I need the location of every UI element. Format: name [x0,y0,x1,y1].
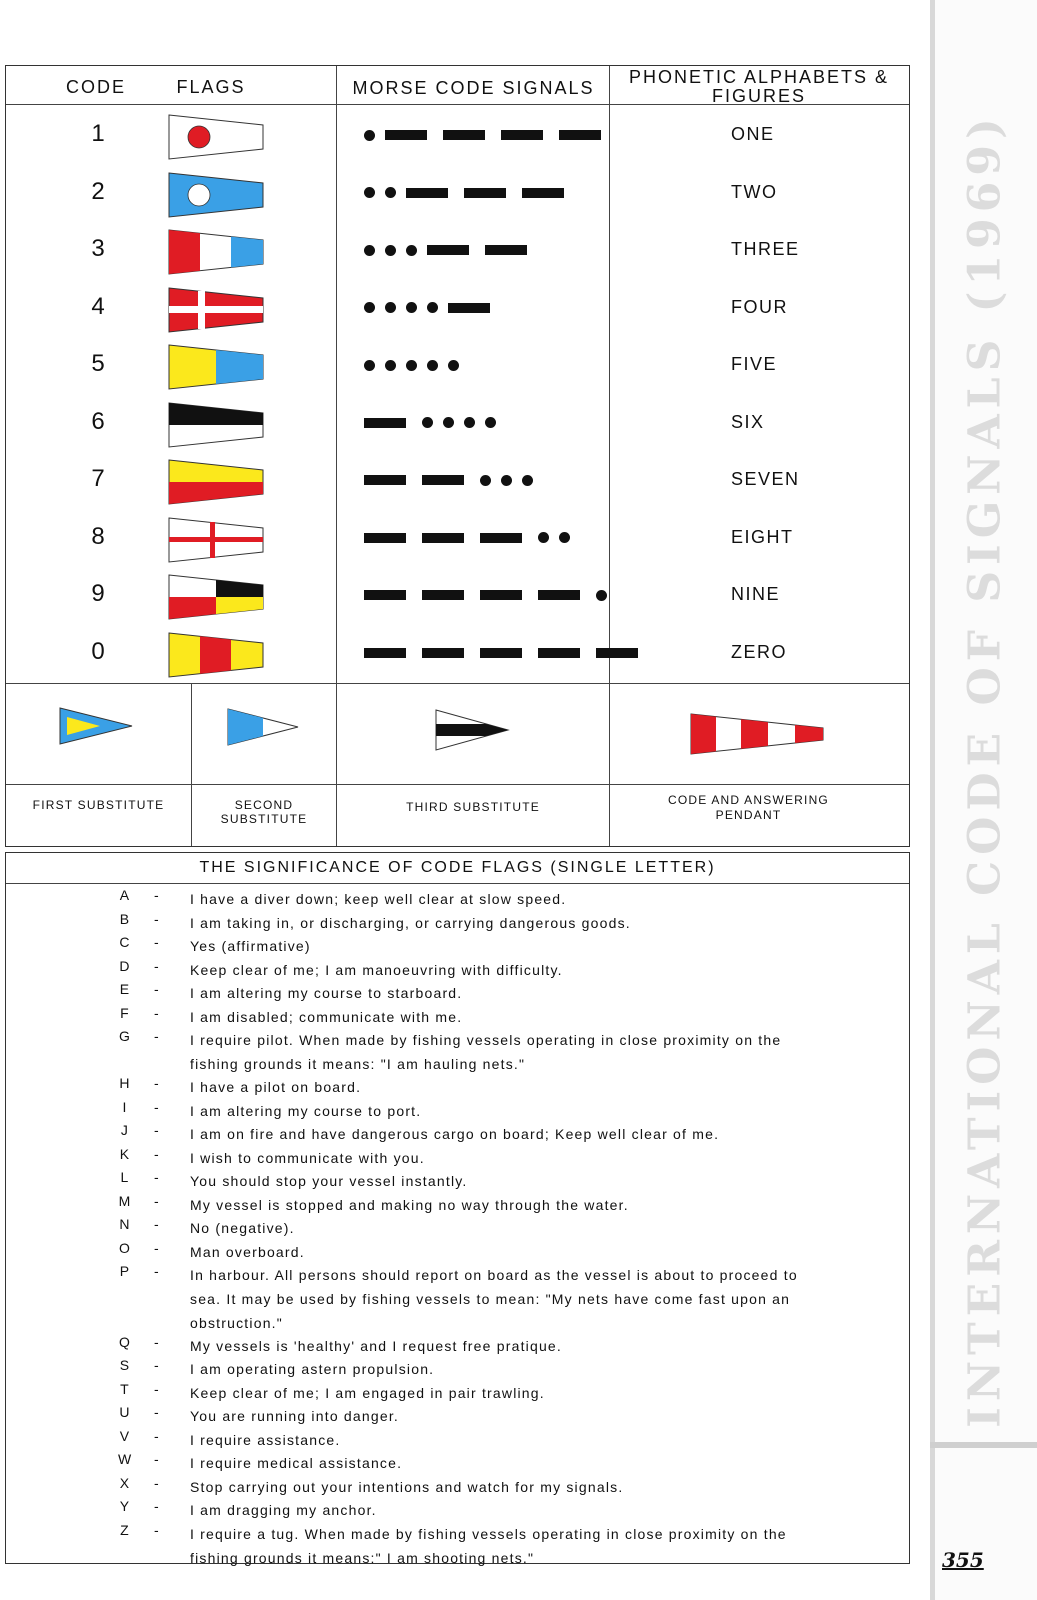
phonetic-word: ZERO [731,641,788,662]
header-code: CODE [65,77,126,97]
morse-dot [427,360,438,371]
numeral-pennant-flag [168,344,264,390]
header-phonetic: PHONETIC ALPHABETS & FIGURES [628,67,890,106]
morse-dash [443,130,485,140]
signal-meaning: I am taking in, or discharging, or carrying dangerous goods. [190,914,631,931]
significance-box [5,852,910,1564]
morse-dash [522,188,564,198]
numeral-row [6,338,911,396]
morse-dot [364,360,375,371]
signal-meaning: I am operating astern propulsion. [190,1361,435,1377]
numeral-pennant-flag [168,459,264,505]
signal-meaning: My vessels is 'healthy' and I request free pratique. [190,1337,563,1354]
separator-dash: - [154,1239,160,1256]
header-flags: FLAGS [176,77,246,97]
code-number: 5 [91,350,105,377]
code-number: 7 [91,465,105,492]
answering-pendant-flag [689,712,825,756]
signal-letter: I [122,1098,128,1115]
signal-letter: S [119,1357,131,1373]
numeral-pennant-flag [168,114,264,160]
morse-dot [596,590,607,601]
morse-dash [538,648,580,658]
signal-letter: E [119,981,131,997]
morse-dot [480,475,491,486]
phonetic-word: EIGHT [731,526,794,547]
morse-dash [480,590,522,600]
phonetic-word: TWO [731,181,778,202]
separator-dash: - [154,1216,160,1232]
numeral-pennant-flag [168,172,264,218]
signal-letter: Q [118,1333,132,1350]
morse-dot [443,417,454,428]
numeral-pennant-flag [168,517,264,563]
morse-dot [485,417,496,428]
numeral-row [6,568,911,626]
signal-letter: N [119,1216,131,1232]
signal-meaning: No (negative). [190,1220,295,1236]
morse-dash [364,648,406,658]
row-divider [6,784,909,785]
morse-dash [385,130,427,140]
signal-letter: M [118,1192,132,1209]
signal-meaning: I require a tug. When made by fishing vessels operating in close proximity on the fishing grounds it means:" I am shooting nets." [190,1525,787,1566]
signal-meaning: Keep clear of me; I am manoeuvring with difficulty. [190,961,563,978]
morse-dot [406,302,417,313]
morse-dot [427,302,438,313]
pendant-label: CODE AND ANSWERING PENDANT [668,793,829,822]
numeral-pennant-flag [168,229,264,275]
morse-signal [364,416,506,430]
morse-dot [422,417,433,428]
separator-dash: - [154,1498,160,1514]
separator-dash: - [154,1380,160,1397]
morse-dot [559,532,570,543]
separator-dash: - [154,1451,160,1467]
code-number: 0 [91,637,105,665]
morse-dash [501,130,543,140]
morse-dash [480,533,522,543]
morse-signal [364,128,617,142]
separator-dash: - [154,1075,160,1091]
morse-signal [364,186,580,200]
separator-dash: - [154,1028,160,1044]
separator-dash: - [154,1474,160,1491]
code-number: 8 [91,522,105,550]
signal-meaning: Yes (affirmative) [190,938,311,954]
numeral-row [6,626,911,684]
morse-dot [385,302,396,313]
signal-meaning: I am dragging my anchor. [190,1502,377,1518]
code-number: 2 [91,177,105,205]
morse-dash [538,590,580,600]
morse-dot [385,360,396,371]
signal-meaning: I require medical assistance. [190,1455,403,1471]
phonetic-word: SIX [731,411,765,432]
morse-dash [559,130,601,140]
signal-meaning: I am altering my course to port. [190,1102,422,1119]
numeral-pennant-flag [168,574,264,620]
signal-letter: W [118,1451,133,1467]
morse-dot [364,302,375,313]
morse-dash [596,648,638,658]
morse-dash [422,590,464,600]
signal-letter: A [119,887,131,903]
separator-dash: - [154,1098,160,1115]
separator-dash: - [154,957,160,974]
signal-letter: V [119,1427,131,1444]
signal-meaning: My vessel is stopped and making no way through the water. [190,1196,629,1213]
numeral-pennant-flag [168,402,264,448]
morse-dot [364,245,375,256]
significance-title: THE SIGNIFICANCE OF CODE FLAGS (SINGLE LETTER) [6,853,909,884]
morse-dash [364,418,406,428]
morse-dash [364,533,406,543]
phonetic-word: SEVEN [731,469,800,489]
phonetic-word: NINE [731,584,781,604]
signal-letter: O [118,1239,132,1256]
second-substitute-flag [226,707,300,747]
morse-dash [480,648,522,658]
morse-dot [538,532,549,543]
morse-signal [364,301,506,315]
separator-dash: - [154,981,160,997]
numeral-row [6,108,911,166]
separator-dash: - [154,1521,160,1538]
signal-meaning: In harbour. All persons should report on board as the vessel is about to proceed to sea. It may be used by fishing vessels to mean: "My nets have come fast upon an obstruction." [190,1267,798,1331]
separator-dash: - [154,1404,160,1420]
signal-letter: P [119,1263,131,1279]
signal-letter: T [120,1380,130,1397]
signal-meaning: I am disabled; communicate with me. [190,1008,463,1025]
morse-dash [364,475,406,485]
morse-dash [422,533,464,543]
signal-meaning: You are running into danger. [190,1408,400,1424]
signal-meaning: I have a pilot on board. [190,1079,362,1095]
code-number: 3 [91,235,105,262]
signal-letter: K [119,1145,131,1162]
signal-letter: C [119,934,131,950]
signal-letter: D [119,957,131,974]
numeral-row [6,223,911,281]
phonetic-word: FIVE [731,354,778,374]
signal-meaning: Keep clear of me; I am engaged in pair trawling. [190,1384,545,1401]
morse-signal [364,588,617,602]
separator-dash: - [154,1169,160,1185]
separator-dash: - [154,1357,160,1373]
morse-signal [364,243,543,257]
morse-dot [385,187,396,198]
code-number: 9 [91,580,105,607]
separator-dash: - [154,887,160,903]
morse-dash [422,648,464,658]
morse-dash [406,188,448,198]
morse-dot [448,360,459,371]
signal-meaning: I require assistance. [190,1431,341,1448]
numeral-row [6,396,911,454]
first-substitute-label: FIRST SUBSTITUTE [32,798,165,812]
signal-letter: L [120,1169,130,1185]
separator-dash: - [154,1145,160,1162]
morse-dash [485,245,527,255]
morse-dot [464,417,475,428]
morse-signal [364,473,543,487]
side-title: INTERNATIONAL CODE OF SIGNALS (1969) [959,112,1011,1428]
signal-letter: H [119,1075,131,1091]
signal-letter: Z [120,1521,130,1538]
morse-dot [385,245,396,256]
numeral-pennant-flag [168,287,264,333]
signal-letter: Y [119,1498,131,1514]
signal-meaning: I require pilot. When made by fishing vessels operating in close proximity on the fishing grounds it means: "I am hauling nets." [190,1032,782,1072]
separator-dash: - [154,934,160,950]
separator-dash: - [154,1004,160,1021]
numeral-row [6,453,911,511]
signal-meaning: Man overboard. [190,1243,305,1260]
first-substitute-flag [58,706,134,746]
signal-letter: G [118,1028,132,1044]
morse-dot [406,360,417,371]
signal-letter: J [120,1122,130,1138]
separator-dash: - [154,1122,160,1138]
morse-dot [364,130,375,141]
signal-letter: X [119,1474,131,1491]
signal-letter: B [119,910,131,927]
morse-dash [464,188,506,198]
numeral-row [6,511,911,569]
phonetic-word: FOUR [731,296,788,317]
side-bar [930,1442,1037,1448]
morse-dash [422,475,464,485]
morse-dash [364,590,406,600]
separator-dash: - [154,1192,160,1209]
morse-dash [448,303,490,313]
code-flags-table [5,65,910,847]
second-substitute-label: SECOND SUBSTITUTE [220,798,308,826]
morse-signal [364,646,654,660]
signal-meaning: Stop carrying out your intentions and watch for my signals. [190,1478,624,1495]
separator-dash: - [154,1427,160,1444]
numeral-pennant-flag [168,632,264,678]
separator-dash: - [154,910,160,927]
phonetic-word: ONE [731,124,775,144]
morse-dash [427,245,469,255]
signal-meaning: I am altering my course to starboard. [190,985,463,1001]
separator-dash: - [154,1263,160,1279]
signal-meaning: I have a diver down; keep well clear at slow speed. [190,891,567,907]
third-substitute-label: THIRD SUBSTITUTE [406,800,540,814]
morse-dot [406,245,417,256]
signal-meaning: I am on fire and have dangerous cargo on board; Keep well clear of me. [190,1126,720,1142]
header-morse: MORSE CODE SIGNALS [352,78,595,98]
signal-meaning: You should stop your vessel instantly. [190,1173,468,1189]
morse-dot [522,475,533,486]
morse-signal [364,358,469,372]
third-substitute-flag [434,708,510,752]
code-number: 4 [91,292,105,320]
signal-letter: U [119,1404,131,1420]
phonetic-word: THREE [731,239,800,259]
code-number: 1 [91,120,105,147]
page-number: 355 [942,1548,984,1572]
numeral-row [6,281,911,339]
code-number: 6 [91,407,105,435]
signal-letter: F [120,1004,130,1021]
morse-dot [364,187,375,198]
side-rule [930,0,935,1600]
separator-dash: - [154,1333,160,1350]
morse-signal [364,531,580,545]
numeral-row [6,166,911,224]
signal-meaning: I wish to communicate with you. [190,1149,425,1166]
morse-dot [501,475,512,486]
